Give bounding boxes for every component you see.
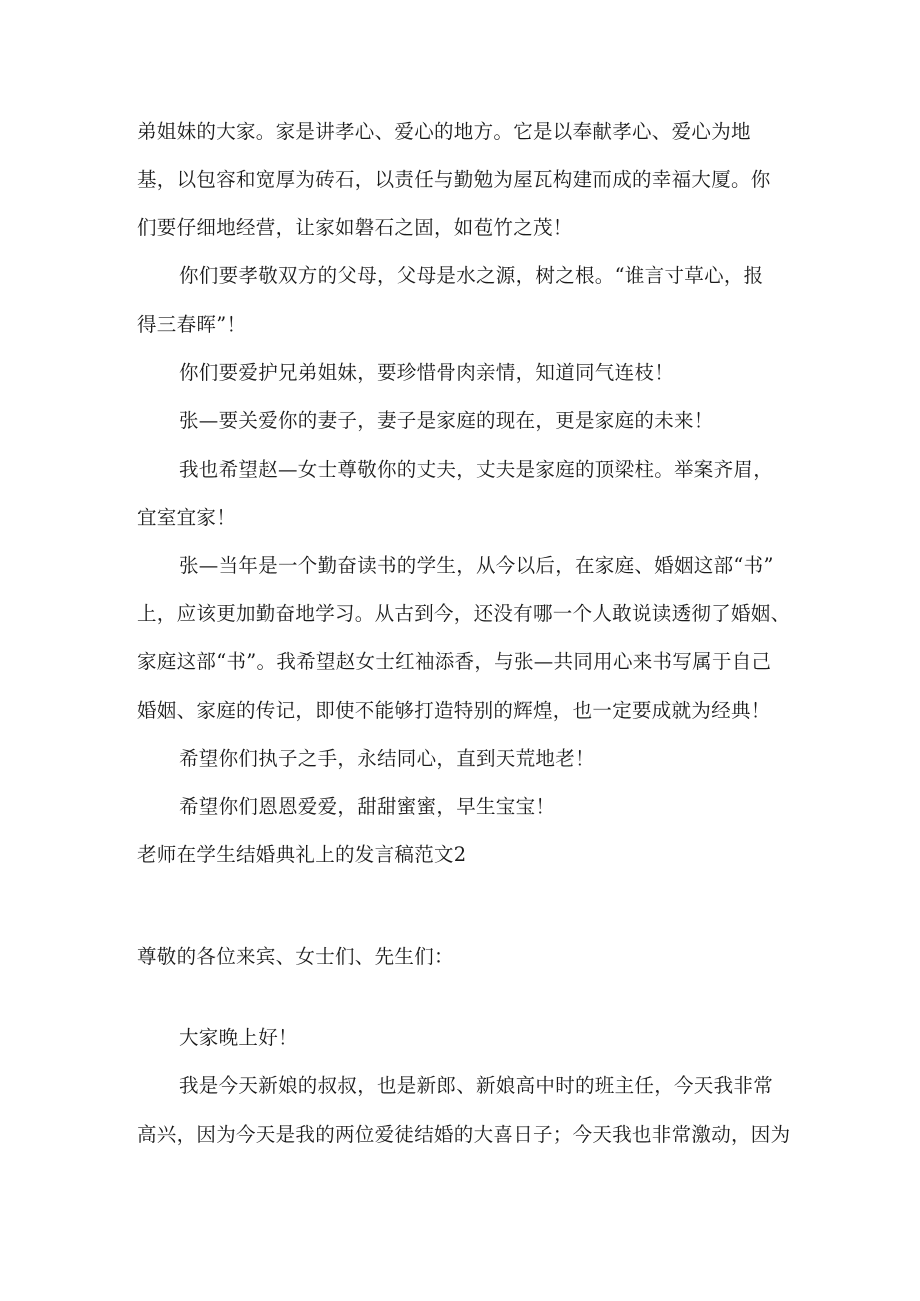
paragraph-line: 你们要孝敬双方的父母，父母是水之源，树之根。“谁言寸草心，报 [179,264,764,287]
salutation: 尊敬的各位来宾、女士们、先生们： [137,945,454,968]
paragraph-line: 得三春晖”！ [137,313,247,336]
paragraph-line: 希望你们执子之手，永结同心，直到天荒地老！ [179,747,595,770]
greeting: 大家晚上好！ [179,1026,298,1049]
paragraph-line: 我是今天新娘的叔叔，也是新郎、新娘高中时的班主任，今天我非常 [179,1074,774,1097]
paragraph-line: 张—当年是一个勤奋读书的学生，从今以后，在家庭、婚姻这部“书” [179,554,774,577]
section-title: 老师在学生结婚典礼上的发言稿范文2 [137,843,467,866]
paragraph-line: 我也希望赵—女士尊敬你的丈夫，丈夫是家庭的顶梁柱。举案齐眉， [179,458,774,481]
paragraph-line: 宜室宜家！ [137,506,237,529]
paragraph-line: 你们要爱护兄弟姐妹，要珍惜骨肉亲情，知道同气连枝！ [179,361,675,384]
paragraph-line: 上，应该更加勤奋地学习。从古到今，还没有哪一个人敢说读透彻了婚姻、 [137,602,791,625]
paragraph-line: 高兴，因为今天是我的两位爱徒结婚的大喜日子；今天我也非常激动，因为 [137,1123,791,1146]
paragraph-line: 家庭这部“书”。我希望赵女士红袖添香，与张—共同用心来书写属于自己 [137,650,772,673]
paragraph-line: 弟姐妹的大家。家是讲孝心、爱心的地方。它是以奉献孝心、爱心为地 [137,120,751,143]
paragraph-line: 张—要关爱你的妻子，妻子是家庭的现在，更是家庭的未来！ [179,409,714,432]
paragraph-line: 们要仔细地经营，让家如磐石之固，如苞竹之茂！ [137,216,573,239]
paragraph-line: 婚姻、家庭的传记，即使不能够打造特别的辉煌，也一定要成就为经典！ [137,699,771,722]
paragraph-line: 希望你们恩恩爱爱，甜甜蜜蜜，早生宝宝！ [179,795,556,818]
paragraph-line: 基，以包容和宽厚为砖石，以责任与勤勉为屋瓦构建而成的幸福大厦。你 [137,168,771,191]
